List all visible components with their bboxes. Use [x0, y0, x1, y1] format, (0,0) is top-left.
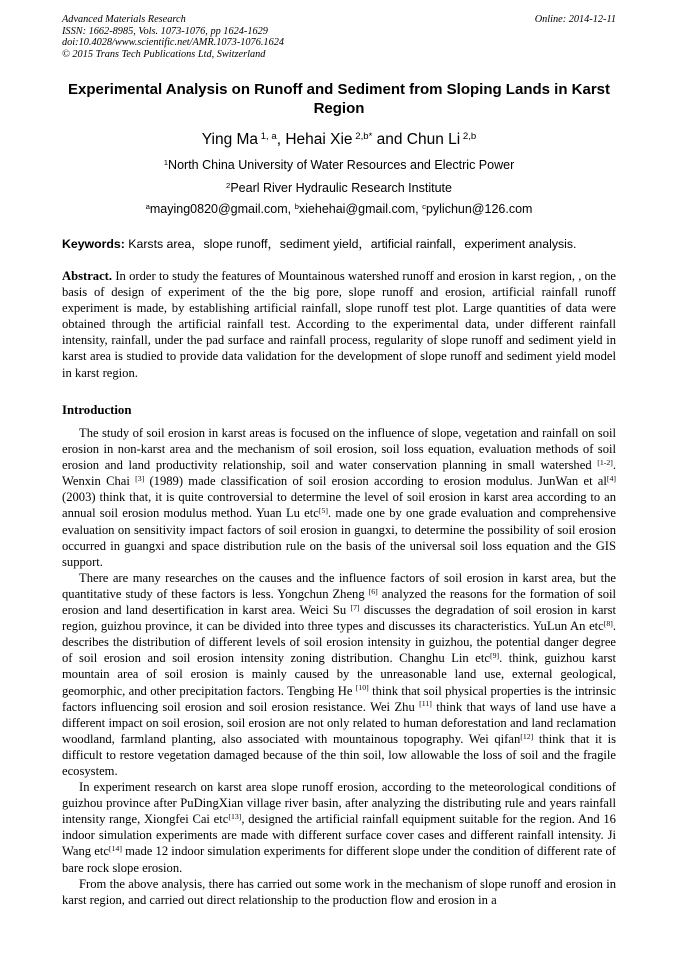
issn-line: ISSN: 1662-8985, Vols. 1073-1076, pp 1624-1629: [62, 25, 268, 37]
paragraph-text: (1989) made classification of soil erosion according to erosion modulus. JunWan et al: [144, 474, 607, 489]
author-affiliation-marker: 2,b*: [352, 130, 373, 142]
paragraph-text: . made one by one grade evaluation and comprehensive evaluation on sensitivity impact factors of soil erosion in guangxi, to determine the possibility of soil erosion occurred in guangxi and space distribution rule on the basis of the universal soil loss equation and the GIS support.: [62, 506, 616, 569]
introduction-paragraph: [62, 570, 616, 779]
email-marker: a: [145, 201, 150, 211]
paragraph-text: made 12 indoor simulation experiments for different slope under the condition of different rate of bare rock slope erosion.: [62, 844, 616, 875]
author-name: Hehai Xie: [285, 131, 353, 148]
keywords-label: Keywords:: [62, 237, 125, 251]
email-marker: c: [422, 201, 426, 211]
citation-marker: [7]: [350, 602, 360, 612]
paragraph-text: . Wenxin Chai: [62, 458, 616, 489]
paragraph-text: . think, guizhou karst mountain area of soil erosion is mainly caused by the unreasonable land use, external geological, geomorphic, and other precipitation factors. Tengbing He: [62, 651, 616, 698]
paragraph-text: There are many researches on the causes and the influence factors of soil erosion in karst area, but the quantitative study of these factors is less. Yongchun Zheng: [62, 570, 616, 601]
citation-marker: [13]: [228, 811, 242, 821]
introduction-paragraph: [62, 779, 616, 876]
paragraph-text: analyzed the reasons for the formation of soil erosion and land desertification in karst area. Weici Su: [62, 586, 617, 618]
citation-marker: [5]: [318, 506, 328, 516]
author-list: [62, 130, 616, 150]
citation-marker: [14]: [108, 844, 122, 854]
journal-name: Advanced Materials Research: [62, 14, 186, 25]
paragraph-text: (2003) think that, it is quite controversial to determine the level of soil erosion in karst area according to an annual soil erosion modulus method. Yuan Lu etc: [62, 490, 616, 521]
citation-marker: [9]: [489, 651, 500, 661]
citation-marker: [6]: [368, 586, 378, 596]
author-affiliation-marker: 1, a: [258, 130, 277, 142]
introduction-paragraph: [62, 425, 616, 570]
introduction-body: [62, 425, 616, 908]
citation-marker: [11]: [419, 699, 432, 709]
paragraph-text: , designed the artificial rainfall equipment suitable for the region. And 16 indoor simulation experiments are made with different surface cover cases and different rainfall intensity. Ji Wang etc: [62, 812, 616, 859]
paper-title: Experimental Analysis on Runoff and Sediment from Sloping Lands in Karst Region: [67, 81, 610, 117]
doi-line[interactable]: doi:10.4028/www.scientific.net/AMR.1073-1076.1624: [62, 37, 285, 49]
paragraph-text: think that ways of land use have a different impact on soil erosion, soil erosion are not only related to human deforestation and land reclamation woodland, farmland planting, also associated with mountainous topography. Wei qifan: [62, 699, 616, 746]
keywords-line: [62, 236, 616, 252]
email-address[interactable]: pylichun@126.com: [425, 202, 533, 216]
abstract-label: Abstract.: [62, 269, 113, 283]
email-list: [62, 201, 616, 217]
email-address[interactable]: maying0820@gmail.com,: [149, 202, 295, 216]
citation-marker: [3]: [135, 474, 145, 483]
affiliation-2-marker: 2: [226, 180, 231, 190]
paragraph-text: . describes the distribution of different levels of soil erosion intensity in guizhou, the potential danger degree of soil erosion and soil erosion intensity zoning distribution. Changhu Lin etc: [62, 619, 616, 666]
paragraph-text: In experiment research on karst area slope runoff erosion, according to the meteorological conditions of guizhou province after PuDingXian village river basin, after analyzing the distributing rule and years rainfall intensity range, Xiongfei Cai etc: [62, 780, 616, 827]
paragraph-text: think that soil physical properties is the intrinsic factors influencing soil erosion and soil erosion resistance. Wei Zhu: [62, 683, 616, 714]
copyright-line: © 2015 Trans Tech Publications Ltd, Switzerland: [62, 48, 266, 60]
citation-marker: [8]: [603, 618, 613, 628]
paragraph-text: think that it is difficult to restore vegetation damaged because of the thin soil, low allowable the loss of soil and the fragile ecosystem.: [62, 731, 616, 778]
paragraph-text: The study of soil erosion in karst areas is focused on the influence of slope, vegetation and rainfall on soil erosion in non-karst area and the mechanism of soil erosion, soil loss equation, evaluation methods of soil erosion and land productivity relationship, soil and water conservation planning in small watershed: [62, 426, 616, 473]
introduction-paragraph: [62, 876, 616, 908]
author-affiliation-marker: 2,b: [460, 130, 477, 142]
citation-marker: [12]: [520, 731, 534, 741]
citation-marker: [1-2]: [597, 457, 613, 467]
paragraph-text: discusses the degradation of soil erosion in karst region, guizhou province, it can be divided into three types and discusses its characteristics. YuLun An etc: [62, 603, 617, 634]
keywords-text: Karsts area，slope runoff，sediment yield，artificial rainfall，experiment analysis.: [124, 237, 577, 251]
affiliation-1-text: North China University of Water Resources and Electric Power: [168, 158, 515, 172]
abstract-text: In order to study the features of Mountainous watershed runoff and erosion in karst region, , on the basis of design of experiment of the the big pore, slope runoff and erosion, artificial rainfall runoff experiment is made, by establishing artificial rainfall, slope runoff test plot. Large quantities of data were obtained through the artificial rainfall test. According to the experimental data, under different rainfall intensity, rainfall, under the pad surface and rainfall process, regularity of slope runoff and sediment yield in karst area is studied to provide data validation for the development of slope runoff and sediment yield model in karst region.: [62, 269, 616, 380]
email-marker: b: [294, 201, 299, 211]
author-separator: ,: [276, 131, 286, 148]
author-name: Chun Li: [406, 131, 461, 148]
journal-header: [62, 14, 616, 60]
email-address[interactable]: xiehehai@gmail.com,: [298, 202, 423, 216]
author-separator: and: [372, 131, 407, 148]
abstract: [62, 268, 616, 381]
introduction-heading: Introduction: [62, 403, 132, 417]
citation-marker: [4]: [606, 474, 616, 483]
paragraph-text: From the above analysis, there has carried out some work in the mechanism of slope runoff and erosion in karst region, and carried out direct relationship to the production flow and erosion in a: [62, 876, 616, 907]
online-date: Online: 2014-12-11: [534, 14, 616, 25]
affiliation-1-marker: 1: [163, 157, 169, 167]
citation-marker: [10]: [355, 683, 369, 693]
affiliation-2: [62, 180, 616, 196]
author-name: Ying Ma: [201, 131, 259, 148]
affiliation-2-text: Pearl River Hydraulic Research Institute: [230, 181, 452, 195]
affiliation-1: [62, 157, 616, 173]
